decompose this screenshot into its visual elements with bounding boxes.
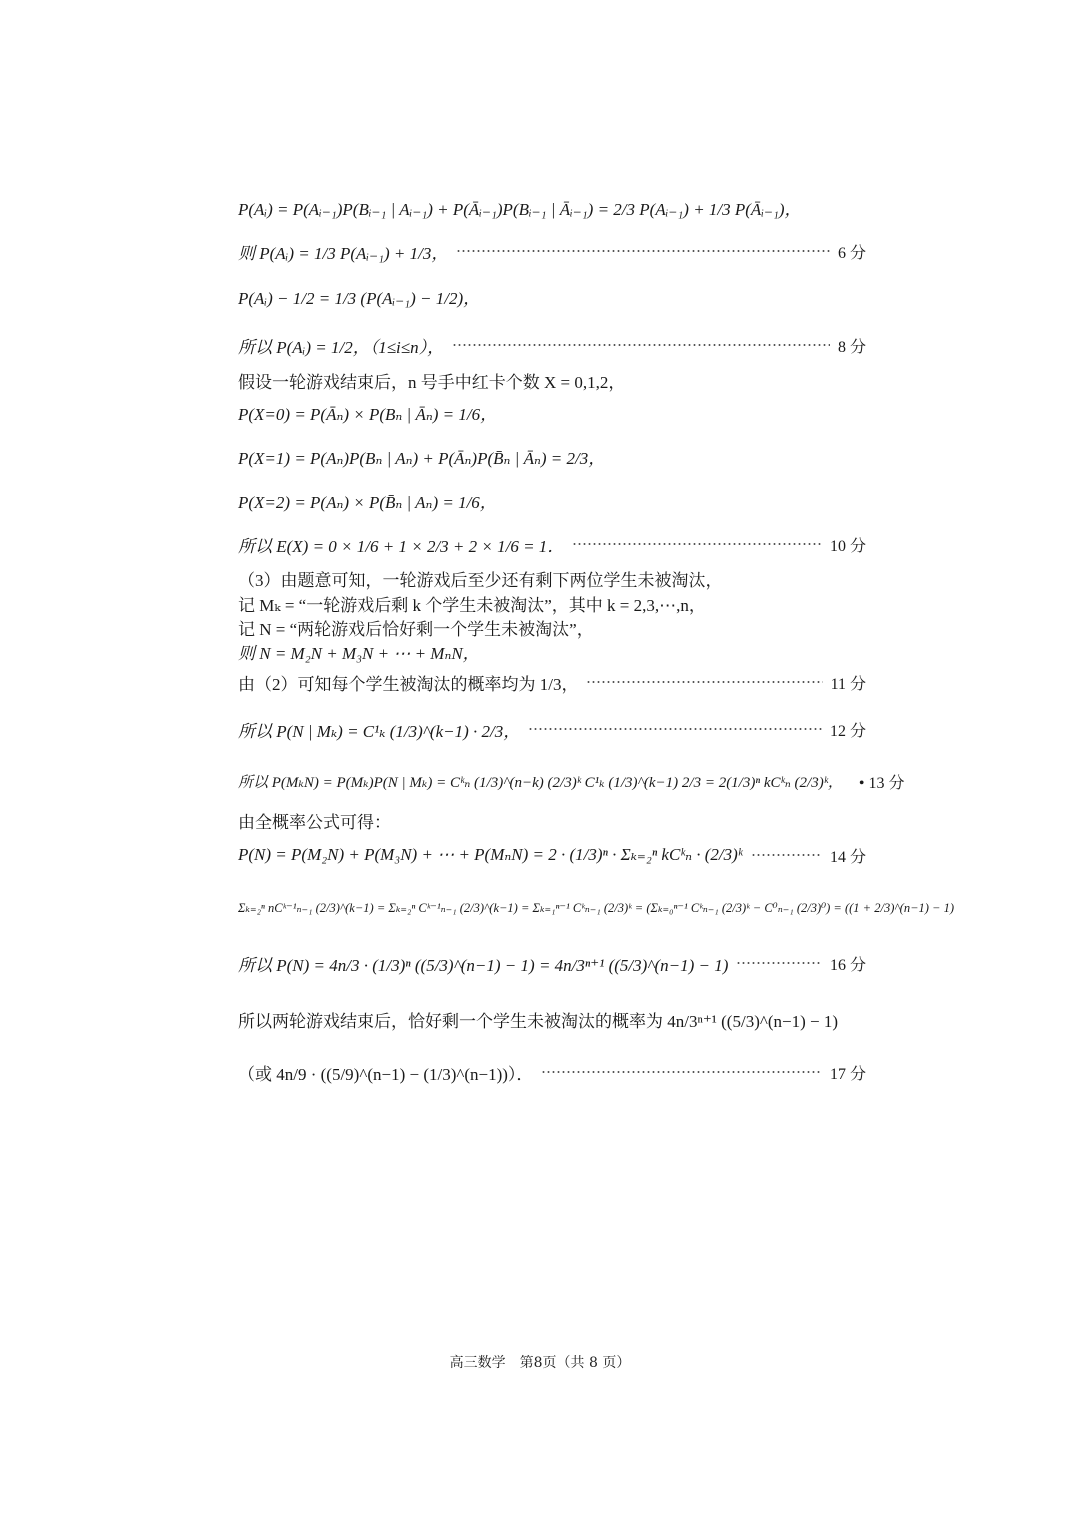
formula-text: P(X=2) = P(Aₙ) × P(B̄ₙ | Aₙ) = 1/6， (238, 492, 497, 512)
dot-leader (541, 1071, 822, 1073)
score-label: 11 分 (830, 675, 866, 693)
formula-text: 记 N = “两轮游戏后恰好剩一个学生未被淘汰”， (238, 619, 594, 639)
formula-line-15 (238, 709, 866, 749)
formula-text: （3）由题意可知，一轮游戏后至少还有剩下两位学生未被淘汰， (238, 570, 723, 590)
formula-text: P(X=0) = P(Āₙ) × P(Bₙ | Āₙ) = 1/6， (238, 404, 498, 424)
dot-leader (452, 344, 830, 346)
formula-line-7 (238, 436, 866, 476)
formula-line-1 (238, 187, 866, 227)
formula-text: （或 4n/9 · ((5/9)^(n−1) − (1/3)^(n−1))）． (238, 1064, 534, 1084)
dot-leader (751, 854, 822, 856)
formula-line-4 (238, 325, 866, 365)
score-label: 17 分 (829, 1065, 866, 1083)
formula-text: 所以 P(MₖN) = P(Mₖ)P(N | Mₖ) = Cᵏₙ (1/3)^(n−k) (2/3)ᵏ C¹ₖ (1/3)^(k−1) 2/3 = 2(1/3)ⁿ kCᵏₙ (2/3)ᵏ， (238, 774, 843, 791)
formula-text: 由全概率公式可得： (238, 812, 391, 832)
dot-leader (586, 681, 822, 683)
formula-text: 所以 P(N | Mₖ) = C¹ₖ (1/3)^(k−1) · 2/3， (238, 721, 521, 741)
formula-line-3 (238, 276, 866, 316)
formula-text: Σₖ₌₂ⁿ nCᵏ⁻¹ₙ₋₁ (2/3)^(k−1) = Σₖ₌₂ⁿ Cᵏ⁻¹ₙ₋₁ (2/3)^(k−1) = Σₖ₌₁ⁿ⁻¹ Cᵏₙ₋₁ (2/3)ᵏ = (Σₖ₌₀ⁿ⁻¹ Cᵏₙ₋₁ (2/3)ᵏ − C⁰ₙ₋₁ (2/3)⁰) = ((1 + 2/3)^(n−1) − 1) (238, 901, 955, 915)
score-label: 12 分 (829, 722, 866, 740)
formula-line-16 (238, 761, 905, 801)
formula-text: 假设一轮游戏结束后，n 号手中红卡个数 X = 0,1,2， (238, 372, 626, 392)
formula-text: 所以 P(Aᵢ) = 1/2，（1≤i≤n）， (238, 337, 445, 357)
formula-line-2 (238, 231, 866, 271)
score-label: 14 分 (829, 848, 866, 866)
formula-line-21 (238, 999, 866, 1039)
score-label: 16 分 (829, 956, 866, 974)
formula-text: P(N) = P(M₂N) + P(M₃N) + ⋯ + P(MₙN) = 2 · (1/3)ⁿ · Σₖ₌₂ⁿ kCᵏₙ · (2/3)ᵏ (238, 845, 743, 864)
formula-line-22 (238, 1052, 866, 1092)
formula-text: 所以 E(X) = 0 × 1/6 + 1 × 2/3 + 2 × 1/6 = 1． (238, 536, 565, 556)
dot-leader (736, 962, 822, 964)
formula-line-20 (238, 943, 866, 983)
dot-leader (528, 728, 822, 730)
formula-line-18 (238, 835, 866, 875)
score-label: 8 分 (837, 338, 866, 356)
score-label: • 13 分 (858, 774, 905, 792)
dot-leader (456, 250, 830, 252)
formula-text: 所以两轮游戏结束后，恰好剩一个学生未被淘汰的概率为 4n/3ⁿ⁺¹ ((5/3)^(n−1) − 1) (238, 1011, 838, 1031)
formula-text: 由（2）可知每个学生被淘汰的概率均为 1/3， (238, 674, 579, 694)
formula-text: 记 Mₖ = “一轮游戏后剩 k 个学生未被淘汰”，其中 k = 2,3,⋯,n， (238, 595, 706, 615)
formula-line-8 (238, 480, 866, 520)
formula-text: P(Aᵢ) − 1/2 = 1/3 (P(Aᵢ₋₁) − 1/2)， (238, 288, 481, 308)
formula-text: 则 N = M₂N + M₃N + ⋯ + MₙN， (238, 643, 480, 663)
formula-line-14 (238, 662, 866, 702)
dot-leader (572, 543, 822, 545)
text-line-17 (238, 800, 866, 840)
formula-text: 则 P(Aᵢ) = 1/3 P(Aᵢ₋₁) + 1/3， (238, 243, 449, 263)
formula-line-6 (238, 392, 866, 432)
formula-text: 所以 P(N) = 4n/3 · (1/3)ⁿ ((5/3)^(n−1) − 1) = 4n/3ⁿ⁺¹ ((5/3)^(n−1) − 1) (238, 955, 729, 975)
score-label: 10 分 (829, 537, 866, 555)
formula-text: P(X=1) = P(Aₙ)P(Bₙ | Aₙ) + P(Āₙ)P(B̄ₙ | Āₙ) = 2/3， (238, 448, 606, 468)
page-footer: 高三数学 第8页（共 8 页） (449, 1355, 631, 1371)
formula-text: P(Aᵢ) = P(Aᵢ₋₁)P(Bᵢ₋₁ | Aᵢ₋₁) + P(Āᵢ₋₁)P(Bᵢ₋₁ | Āᵢ₋₁) = 2/3 P(Aᵢ₋₁) + 1/3 P(Āᵢ₋₁)， (238, 199, 802, 219)
formula-line-19 (238, 888, 955, 928)
score-label: 6 分 (837, 244, 866, 262)
